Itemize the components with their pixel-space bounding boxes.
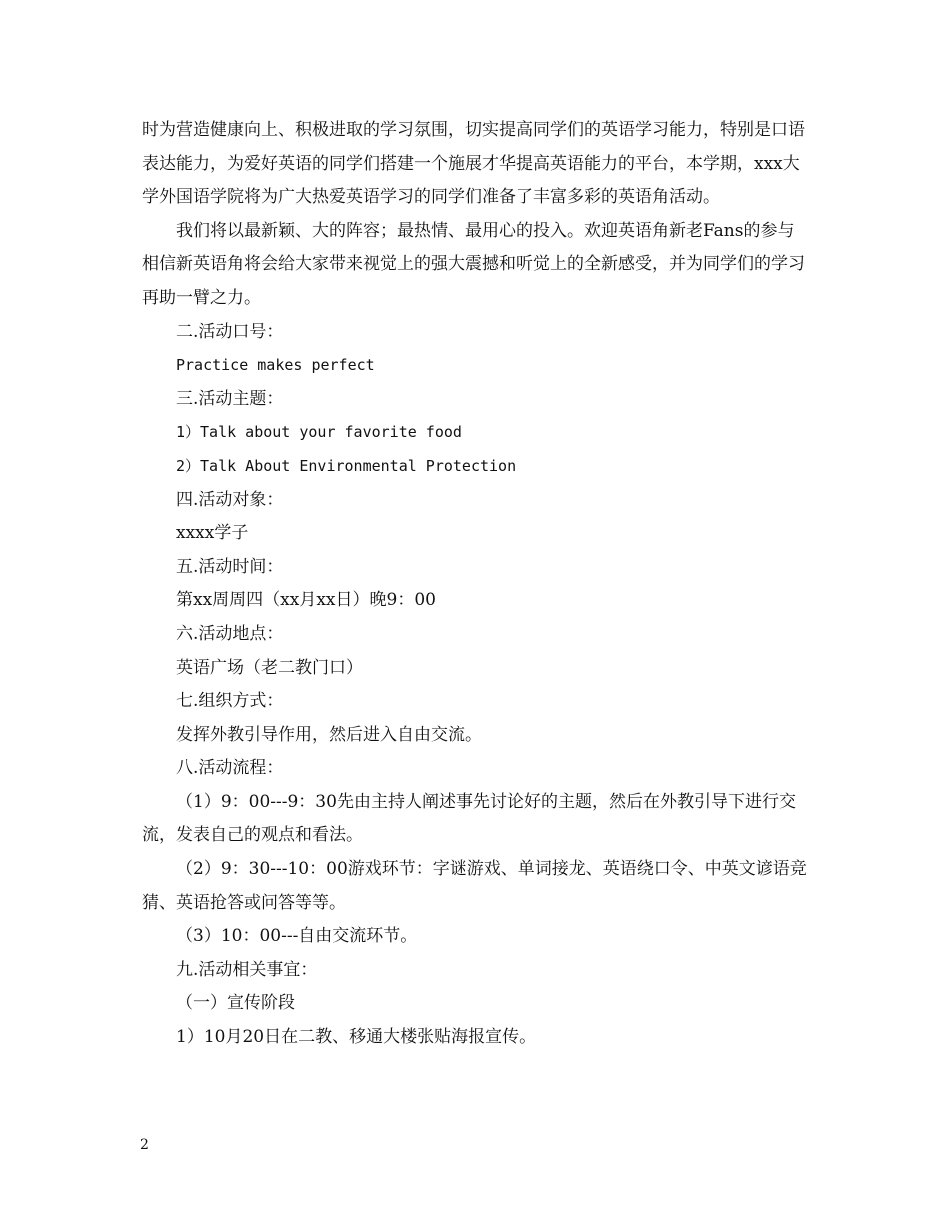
heading-time: 五.活动时间： [176, 556, 284, 577]
theme-item-2: 2）Talk About Environmental Protection [176, 456, 517, 475]
heading-related-matters: 九.活动相关事宜： [176, 959, 318, 980]
organization-text: 发挥外教引导作用，然后进入自由交流。 [176, 724, 482, 745]
paragraph-intro: 时为营造健康向上、积极进取的学习氛围，切实提高同学们的英语学习能力，特别是口语表达能力，为爱好英语的同学们搭建一个施展才华提高英语能力的平台，本学期，xxx大学外国语学院将为广大热爱英语学习的同学们准备了丰富多彩的英语角活动。 [142, 120, 805, 208]
theme-item-1: 1）Talk about your favorite food [176, 423, 462, 442]
paragraph-welcome: 我们将以最新颖、大的阵容；最热情、最用心的投入。欢迎英语角新老Fans的参与相信新英语角将会给大家带来视觉上的强大震撼和听觉上的全新感受，并为同学们的学习再助一臂之力。 [142, 220, 805, 308]
time-text: 第xx周周四（xx月xx日）晚9：00 [176, 590, 436, 611]
slogan-text: Practice makes perfect [176, 356, 375, 375]
location-text: 英语广场（老二教门口） [176, 657, 363, 678]
heading-organization: 七.组织方式： [176, 691, 284, 712]
page-number: 2 [140, 1137, 149, 1153]
document-body [142, 114, 810, 1055]
process-step-1: （1）9：00---9：30先由主持人阐述事先讨论好的主题，然后在外教引导下进行交流，发表自己的观点和看法。 [142, 791, 796, 846]
heading-theme: 三.活动主题： [176, 388, 284, 409]
process-step-2: （2）9：30---10：00游戏环节：字谜游戏、单词接龙、英语绕口令、中英文谚语竞猜、英语抢答或问答等等。 [142, 859, 807, 913]
audience-text: xxxx学子 [176, 523, 249, 544]
heading-location: 六.活动地点： [176, 623, 284, 644]
heading-publicity-stage: （一）宣传阶段 [176, 993, 295, 1014]
heading-slogan: 二.活动口号： [176, 321, 284, 342]
heading-process: 八.活动流程： [176, 758, 284, 779]
process-step-3: （3）10：00---自由交流环节。 [176, 926, 418, 947]
publicity-item-1: 1）10月20日在二教、移通大楼张贴海报宣传。 [176, 1027, 537, 1048]
heading-audience: 四.活动对象： [176, 489, 284, 510]
